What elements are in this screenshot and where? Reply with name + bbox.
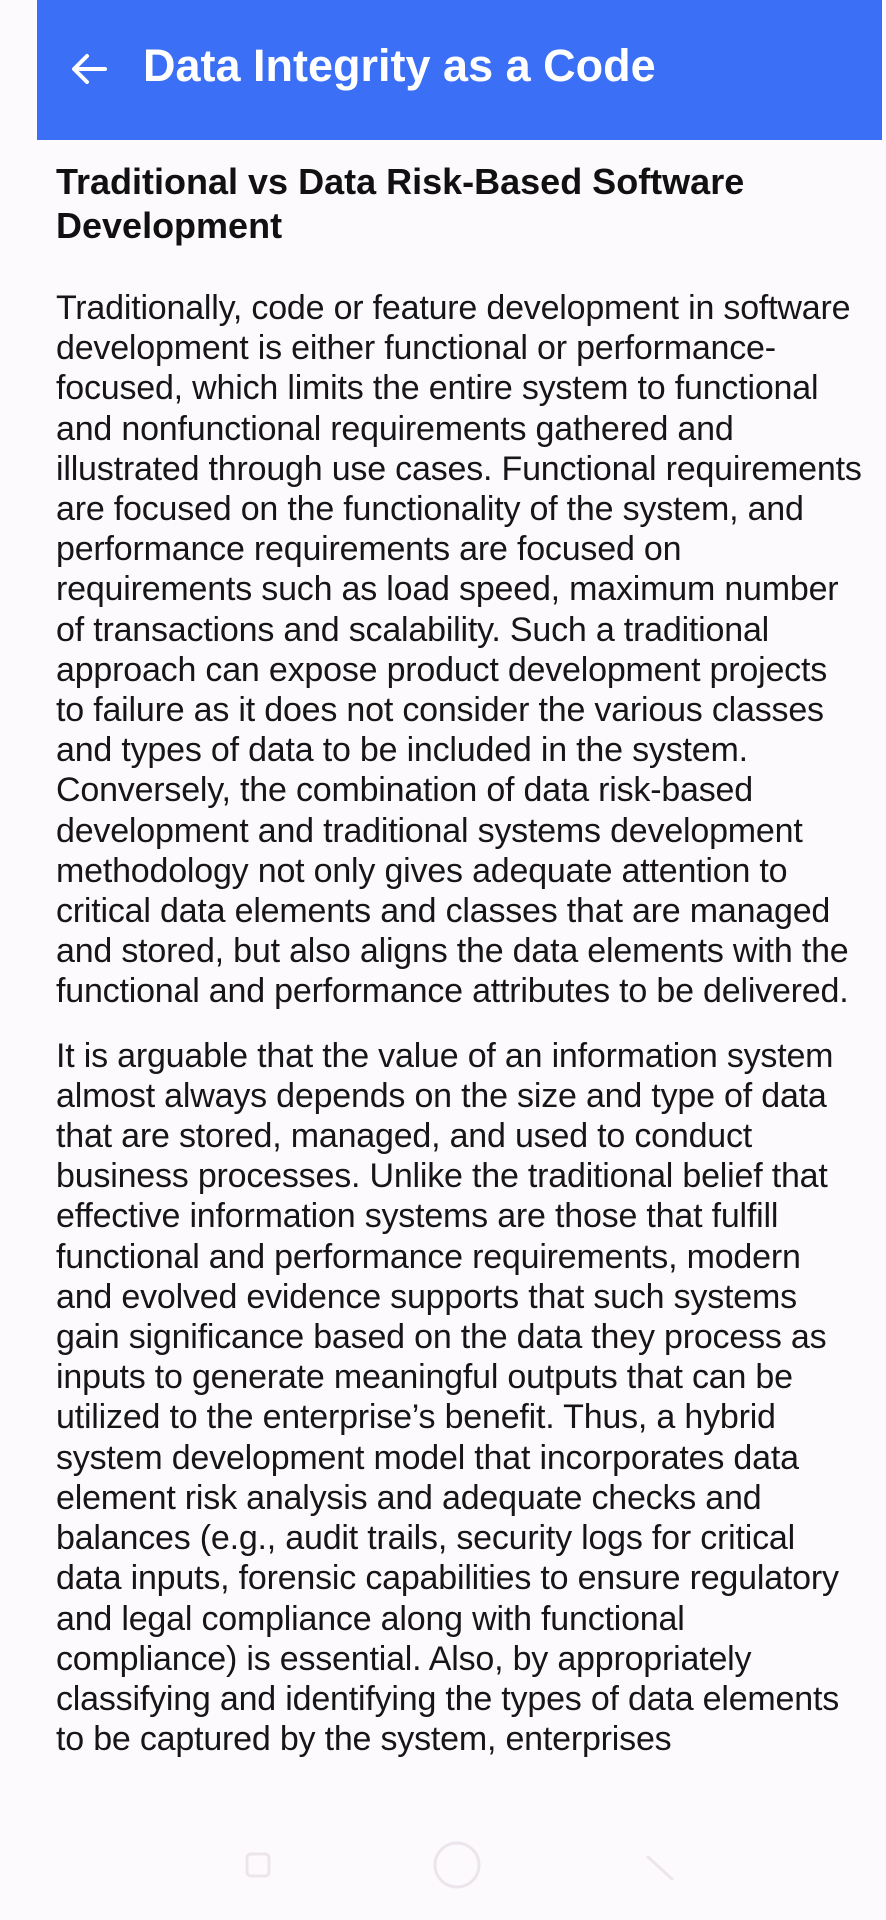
article-paragraph: Traditionally, code or feature development in software development is either functional or performance-focused, which limits the entire system to functional and nonfunctional requirements gathered and illustrated through use cases. Functional requirements are focused on the functionality of the system, and performance requirements are focused on requirements such as load speed, maximum number of transactions and scalability. Such a traditional approach can expose product development projects to failure as it does not consider the various classes and types of data to be included in the system. Conversely, the combination of data risk-based development and traditional systems development methodology not only gives adequate attention to critical data elements and classes that are managed and stored, but also aligns the data elements with the functional and performance attributes to be delivered.: [56, 289, 862, 1011]
home-button[interactable]: [427, 1840, 487, 1890]
system-nav-bar: [0, 1800, 886, 1920]
recents-square-icon: [238, 1845, 278, 1885]
home-circle-icon: [430, 1838, 484, 1892]
article-content[interactable]: [56, 158, 862, 1758]
nav-back-button[interactable]: [630, 1840, 690, 1890]
article-heading: Traditional vs Data Risk-Based Software Development: [56, 161, 745, 246]
arrow-left-icon: [69, 49, 109, 89]
article-paragraph: It is arguable that the value of an information system almost always depends on the size and type of data that are stored, managed, and used to conduct business processes. Unlike the traditional belief that effective information systems are those that fulfill functional and performance requirements, modern and evolved evidence supports that such systems gain significance based on the data they process as inputs to generate meaningful outputs that can be utilized to the enterprise’s benefit. Thus, a hybrid system development model that incorporates data element risk analysis and adequate checks and balances (e.g., audit trails, security logs for critical data inputs, forensic capabilities to ensure regulatory and legal compliance along with functional compliance) is essential. Also, by appropriately classifying and identifying the types of data elements to be captured by the system, enterprises: [56, 1036, 840, 1758]
back-triangle-icon: [640, 1845, 680, 1885]
page-title: Data Integrity as a Code: [143, 40, 656, 91]
back-button[interactable]: [66, 46, 112, 92]
recents-button[interactable]: [228, 1840, 288, 1890]
